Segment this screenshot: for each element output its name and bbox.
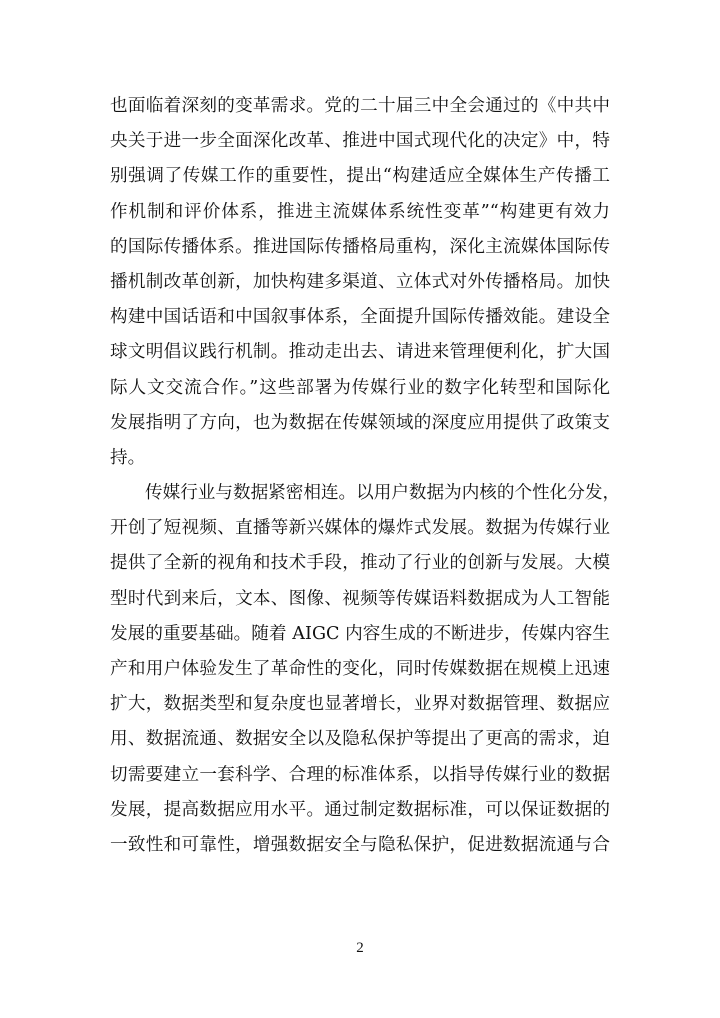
paragraph-line: 提供了全新的视角和技术手段，推动了行业的创新与发展。大模 <box>110 553 610 574</box>
paragraph-line: 发展指明了方向，也为数据在传媒领域的深度应用提供了政策支 <box>110 412 610 433</box>
paragraph-line: 别强调了传媒工作的重要性，提出“构建适应全媒体生产传播工 <box>110 166 610 187</box>
paragraph-line: 央关于进一步全面深化改革、推进中国式现代化的决定》中，特 <box>110 131 610 152</box>
paragraph-line: 产和用户体验发生了革命性的变化，同时传媒数据在规模上迅速 <box>110 659 610 679</box>
paragraph-line: 际人文交流合作。”这些部署为传媒行业的数字化转型和国际化 <box>110 377 610 398</box>
paragraph-line: 一致性和可靠性，增强数据安全与隐私保护，促进数据流通与合 <box>110 834 610 855</box>
paragraph-line: 传媒行业与数据紧密相连。以用户数据为内核的个性化分发， <box>145 483 621 504</box>
paragraph-line: 扩大，数据类型和复杂度也显著增长，业界对数据管理、数据应 <box>110 694 610 715</box>
paragraph-line: 的国际传播体系。推进国际传播格局重构，深化主流媒体国际传 <box>110 236 610 257</box>
page-number: 2 <box>356 940 364 956</box>
paragraph-1 <box>110 89 610 476</box>
paragraph-line: 也面临着深刻的变革需求。党的二十届三中全会通过的《中共中 <box>110 96 610 116</box>
paragraph-line: 播机制改革创新，加快构建多渠道、立体式对外传播格局。加快 <box>110 271 610 292</box>
paragraph-line: 开创了短视频、直播等新兴媒体的爆炸式发展。数据为传媒行业 <box>110 518 610 539</box>
paragraph-line: 切需要建立一套科学、合理的标准体系，以指导传媒行业的数据 <box>110 764 610 785</box>
paragraph-line: 发展，提高数据应用水平。通过制定数据标准，可以保证数据的 <box>110 799 610 820</box>
paragraph-line: 构建中国话语和中国叙事体系，全面提升国际传播效能。建设全 <box>110 307 610 328</box>
paragraph-line: 球文明倡议践行机制。推动走出去、请进来管理便利化，扩大国 <box>110 342 610 363</box>
body-text <box>110 89 621 863</box>
paragraph-2 <box>110 476 621 863</box>
paragraph-line: 发展的重要基础。随着 AIGC 内容生成的不断进步，传媒内容生 <box>110 623 610 644</box>
paragraph-line: 用、数据流通、数据安全以及隐私保护等提出了更高的需求，迫 <box>110 729 610 750</box>
paragraph-line: 型时代到来后，文本、图像、视频等传媒语料数据成为人工智能 <box>110 588 610 609</box>
paragraph-line: 作机制和评价体系，推进主流媒体系统性变革”“构建更有效力 <box>110 201 610 222</box>
paragraph-line: 持。 <box>110 447 146 468</box>
